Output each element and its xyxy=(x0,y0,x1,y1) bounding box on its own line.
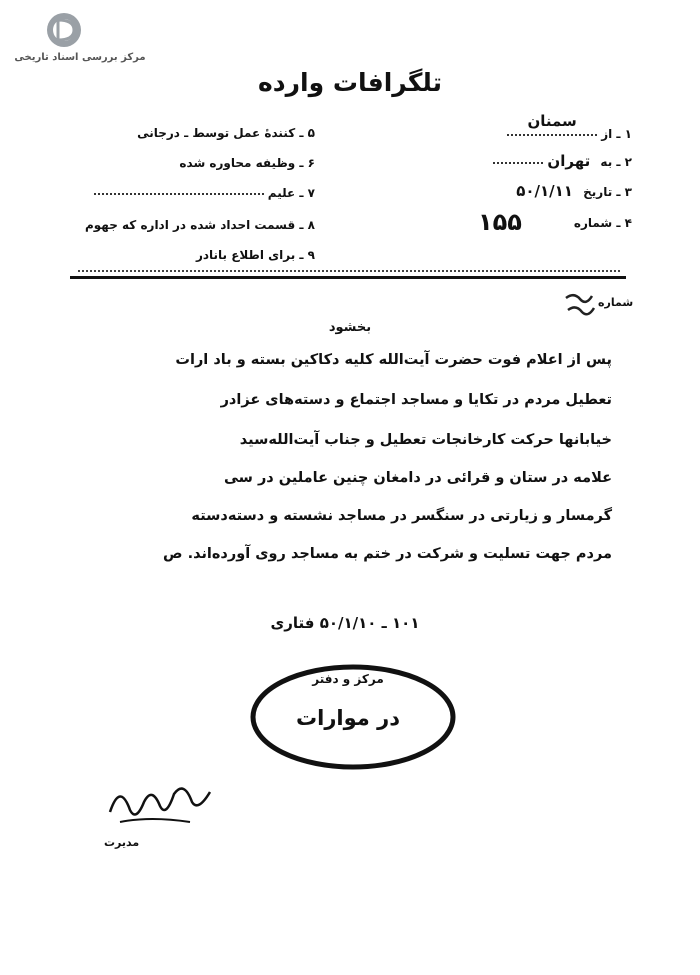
date-reference-line: ۱۰۱ ـ ۵۰/۱/۱۰ فتاری xyxy=(270,614,420,632)
field-note-dots xyxy=(94,193,264,195)
stamp-text-top: مرکز و دفتر xyxy=(312,672,384,686)
field-date-value: ۵۰/۱/۱۱ xyxy=(516,182,573,200)
stamp-text-main: در موارات xyxy=(296,706,400,730)
body-line: گرمسار و زیارتی در سنگسر در مساجد نشسته و دسته‌دسته xyxy=(191,508,612,524)
field-handler-value: ـ درجانی xyxy=(137,126,189,140)
field-to-label: ۲ ـ به xyxy=(600,155,632,169)
field-date-label: ۳ ـ تاریخ xyxy=(583,185,632,199)
field-from xyxy=(447,112,632,142)
divider-solid xyxy=(70,276,626,279)
telegram-number: ۱۵۵ xyxy=(478,208,522,236)
handwritten-signature xyxy=(100,772,220,832)
reference-scribble-icon xyxy=(562,290,596,320)
field-number xyxy=(574,216,632,230)
field-task xyxy=(179,156,315,170)
reference-label: شماره xyxy=(598,296,634,309)
page-title: تلگرافات وارده xyxy=(258,68,442,97)
body-line: علامه در ستان و قرائی در دامغان چنین عاملین در سی xyxy=(223,470,612,486)
field-to-value: تهران xyxy=(547,152,591,170)
subject-line: بخشود xyxy=(328,320,372,335)
field-handler-label: ۵ ـ کنندهٔ عمل توسط xyxy=(192,126,315,140)
field-department-label: ۸ ـ قسمت احداد شده در اداره که جهوم xyxy=(84,218,315,232)
field-number-label: ۴ ـ شماره xyxy=(573,216,632,230)
body-line: مردم جهت تسلیت و شرکت در ختم به مساجد روی آورده‌اند. ص xyxy=(163,546,612,562)
field-handler xyxy=(137,126,315,140)
field-note-label: ۷ ـ علیم xyxy=(267,186,315,200)
body-line: تعطیل مردم در تکایا و مساجد اجتماع و دسته‌های عزادر xyxy=(220,392,612,408)
field-notify-label: ۹ ـ برای اطلاع بانادر xyxy=(195,248,315,262)
field-department xyxy=(85,218,315,232)
field-from-value: سمنان xyxy=(527,112,577,130)
field-note xyxy=(94,186,315,200)
archive-logo-text: مرکز بررسی اسناد تاریخی xyxy=(14,52,146,63)
archive-logo xyxy=(10,8,150,68)
divider-dotted xyxy=(78,270,620,272)
field-to xyxy=(493,152,632,170)
field-from-dots xyxy=(507,134,597,136)
field-task-label: ۶ ـ وظیفه محاوره شده xyxy=(179,156,315,170)
field-to-dots xyxy=(493,162,543,164)
signature-role: مدیرت xyxy=(104,836,140,849)
body-line: خیابانها حرکت کارخانجات تعطیل و جناب آیت‌الله‌سید xyxy=(239,432,612,448)
field-date xyxy=(516,182,632,200)
field-notify xyxy=(196,248,315,262)
body-line: پس از اعلام فوت حضرت آیت‌الله کلیه دکاکین بسته و باد ارات xyxy=(175,352,612,368)
field-from-label: ۱ ـ از xyxy=(601,127,632,141)
